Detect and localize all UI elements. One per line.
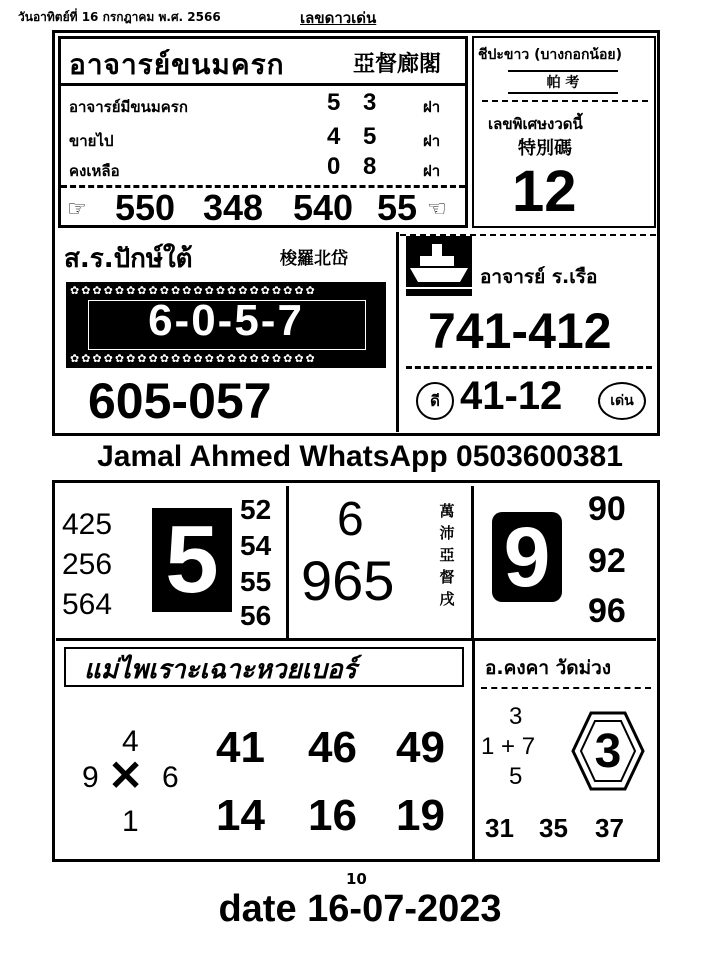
box-sor-ror-pak-tai xyxy=(58,232,399,432)
box4-number: 741-412 xyxy=(428,303,612,359)
box5-left-num: 425 xyxy=(62,508,113,541)
box2-number: 12 xyxy=(512,159,577,224)
box2-chinese: 帕 考 xyxy=(508,70,618,94)
box9-num: 37 xyxy=(595,813,624,843)
box2-chinese2: 特別碼 xyxy=(518,138,572,159)
box-khanom-khrok xyxy=(58,36,468,228)
box8-num: 19 xyxy=(396,791,445,840)
box1-row-b: 5 xyxy=(363,123,377,150)
box7-num: 96 xyxy=(588,592,626,630)
hand-point-right-icon: ☞ xyxy=(67,197,87,222)
box8-num: 46 xyxy=(308,723,357,772)
header-date: วันอาทิตย์ที่ 16 กรกฎาคม พ.ศ. 2566 xyxy=(18,10,221,24)
box3-chinese: 梭羅北岱 xyxy=(280,249,348,269)
box7-big: 9 xyxy=(492,512,562,602)
box9-title: อ.คงคา วัดม่วง xyxy=(485,657,612,679)
box-mae-pairo xyxy=(56,641,475,859)
box5-right-num: 56 xyxy=(240,600,272,631)
box1-row-label: ขายไป xyxy=(69,132,114,150)
box5-left-num: 256 xyxy=(62,548,113,581)
box1-number: 550 xyxy=(115,187,176,228)
box6-chinese: 萬沛亞督戌 xyxy=(439,502,455,608)
header-title: เลขดาวเด่น xyxy=(300,9,377,27)
box8-cross-left: 9 xyxy=(82,761,99,794)
box3-black-panel xyxy=(66,282,386,368)
hand-point-left-icon: ☜ xyxy=(427,197,447,222)
box4-left-badge: ดี xyxy=(416,382,454,420)
box9-hex-number: 3 xyxy=(594,724,622,778)
box1-row-a: 0 xyxy=(327,153,341,180)
box2-line1: ชีปะขาว (บางกอกน้อย) xyxy=(478,47,622,63)
box2-dash xyxy=(482,100,648,102)
box-six xyxy=(289,486,474,641)
box2-line2: เลขพิเศษงวดนี้ xyxy=(488,115,583,133)
box1-number: 55 xyxy=(377,187,418,228)
box-five xyxy=(56,486,289,641)
box4-dash xyxy=(406,366,652,369)
box4-right-badge: เด่น xyxy=(598,382,646,420)
box5-left-num: 564 xyxy=(62,588,113,621)
box1-divider xyxy=(61,83,465,86)
box1-row-unit: ฝา xyxy=(423,162,441,180)
box6-top: 6 xyxy=(337,493,364,546)
star-border-icon: ✿✿✿✿✿✿✿✿✿✿✿✿✿✿✿✿✿✿✿✿✿✿ xyxy=(70,284,317,297)
box-chee-pa-khao xyxy=(472,36,656,228)
box1-number: 540 xyxy=(293,187,354,228)
box-nine xyxy=(474,486,656,641)
box7-num: 90 xyxy=(588,490,626,528)
box9-dash xyxy=(481,687,651,689)
box5-right-num: 55 xyxy=(240,566,272,597)
box4-pair: 41-12 xyxy=(460,374,563,418)
box8-cross-top: 4 xyxy=(122,725,139,758)
box3-title: ส.ร.ปักษ์ใต้ xyxy=(64,244,193,274)
box-kongkha xyxy=(475,641,656,859)
box1-chinese: 亞督廊閣 xyxy=(353,52,442,77)
box1-row-a: 5 xyxy=(327,89,341,116)
watermark-text: Jamal Ahmed WhatsApp 0503600381 xyxy=(97,440,623,473)
box1-row-b: 3 xyxy=(363,89,377,116)
box3-digits: 6-0-5-7 xyxy=(148,296,304,345)
box3-number: 605-057 xyxy=(88,373,272,429)
box8-cross-right: 6 xyxy=(162,761,179,794)
box1-row-b: 8 xyxy=(363,153,377,180)
box-ror-ruea xyxy=(400,232,656,432)
box6-bottom: 965 xyxy=(301,549,395,612)
cross-icon: ✕ xyxy=(108,752,144,799)
box5-right-num: 54 xyxy=(240,530,272,561)
box4-top-dash xyxy=(400,234,656,236)
box1-number: 348 xyxy=(203,187,264,228)
box9-num: 35 xyxy=(539,813,568,843)
box1-row-unit: ฝา xyxy=(423,132,441,150)
box9-mid: 1 + 7 xyxy=(481,733,536,760)
box9-bottom: 5 xyxy=(509,763,523,790)
box1-row-a: 4 xyxy=(327,123,341,150)
box8-title: แม่ไพเราะเฉาะหวยเบอร์ xyxy=(84,655,357,685)
box1-title: อาจารย์ขนมครก xyxy=(69,48,285,81)
box1-row-unit: ฝา xyxy=(423,98,441,116)
box8-num: 16 xyxy=(308,791,357,840)
box9-top: 3 xyxy=(509,703,523,730)
box1-row-label: อาจารย์มีขนมครก xyxy=(69,98,188,116)
box1-row-label: คงเหลือ xyxy=(69,162,120,180)
box7-num: 92 xyxy=(588,542,626,580)
page-number: 10 xyxy=(346,870,367,888)
box8-num: 14 xyxy=(216,791,265,840)
star-border-icon: ✿✿✿✿✿✿✿✿✿✿✿✿✿✿✿✿✿✿✿✿✿✿ xyxy=(70,352,317,365)
footer-date: date 16-07-2023 xyxy=(218,888,502,930)
box8-cross-bottom: 1 xyxy=(122,805,139,838)
box9-num: 31 xyxy=(485,813,514,843)
box8-num: 41 xyxy=(216,723,265,772)
box5-right-num: 52 xyxy=(240,494,272,525)
ship-icon xyxy=(406,236,472,296)
box4-title: อาจารย์ ร.เรือ xyxy=(480,266,598,288)
box5-big: 5 xyxy=(152,508,232,612)
box8-num: 49 xyxy=(396,723,445,772)
